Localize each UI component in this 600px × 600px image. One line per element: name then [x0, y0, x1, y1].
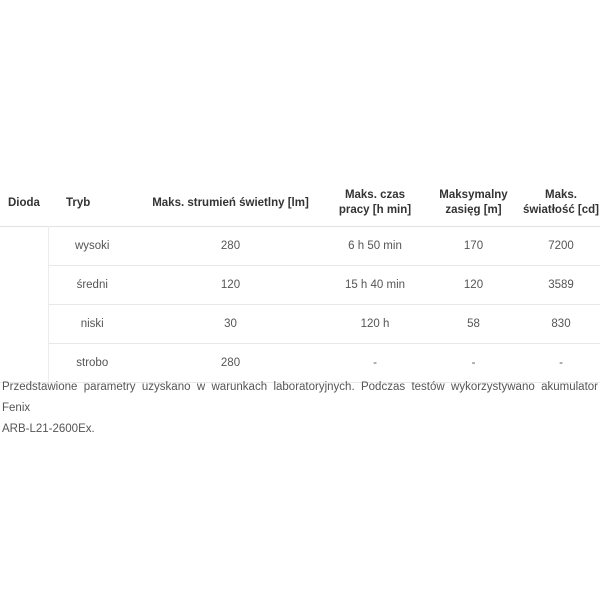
cell-czas: 15 h 40 min — [325, 266, 425, 305]
cell-zasieg: 170 — [425, 227, 522, 266]
cell-dioda — [0, 227, 48, 266]
cell-strumien: 280 — [136, 344, 325, 383]
cell-tryb: niski — [48, 305, 136, 344]
footnote-line-1: Przedstawione parametry uzyskano w warunkach laboratoryjnych. Podczas testów wykorzystywano akumulator Fenix — [2, 381, 598, 414]
header-range-line1: Maksymalny — [439, 189, 508, 201]
cell-swiatlosc: 7200 — [522, 227, 600, 266]
cell-czas: 120 h — [325, 305, 425, 344]
cell-swiatlosc: 3589 — [522, 266, 600, 305]
header-range-line2: zasięg [m] — [445, 204, 502, 216]
cell-strumien: 280 — [136, 227, 325, 266]
cell-swiatlosc: 830 — [522, 305, 600, 344]
header-dioda: Dioda — [8, 196, 40, 209]
header-runtime-line1: Maks. czas — [344, 189, 406, 201]
cell-strumien: 30 — [136, 305, 325, 344]
header-intensity-line2: światłość [cd] — [522, 204, 600, 216]
footnote-text — [2, 377, 598, 440]
cell-czas: 6 h 50 min — [325, 227, 425, 266]
cell-swiatlosc: - — [522, 344, 600, 383]
header-intensity — [522, 180, 600, 227]
header-tryb: Tryb — [66, 196, 91, 209]
table-row — [0, 266, 600, 305]
table-row — [0, 305, 600, 344]
specifications-table — [0, 180, 600, 383]
cell-zasieg: 58 — [425, 305, 522, 344]
cell-zasieg: - — [425, 344, 522, 383]
cell-strumien: 120 — [136, 266, 325, 305]
cell-zasieg: 120 — [425, 266, 522, 305]
footnote-line-2: ARB-L21-2600Ex. — [2, 423, 95, 435]
cell-dioda — [0, 266, 48, 305]
table-row — [0, 227, 600, 266]
cell-tryb: wysoki — [48, 227, 136, 266]
header-runtime-line2: pracy [h min] — [338, 204, 412, 216]
cell-czas: - — [325, 344, 425, 383]
header-runtime — [325, 180, 425, 227]
header-range — [425, 180, 522, 227]
table-header-row — [0, 180, 600, 227]
header-intensity-line1: Maks. — [545, 189, 577, 201]
cell-tryb: strobo — [48, 344, 136, 383]
cell-dioda — [0, 305, 48, 344]
header-luminous-flux: Maks. strumień świetlny [lm] — [152, 196, 309, 209]
cell-tryb: średni — [48, 266, 136, 305]
